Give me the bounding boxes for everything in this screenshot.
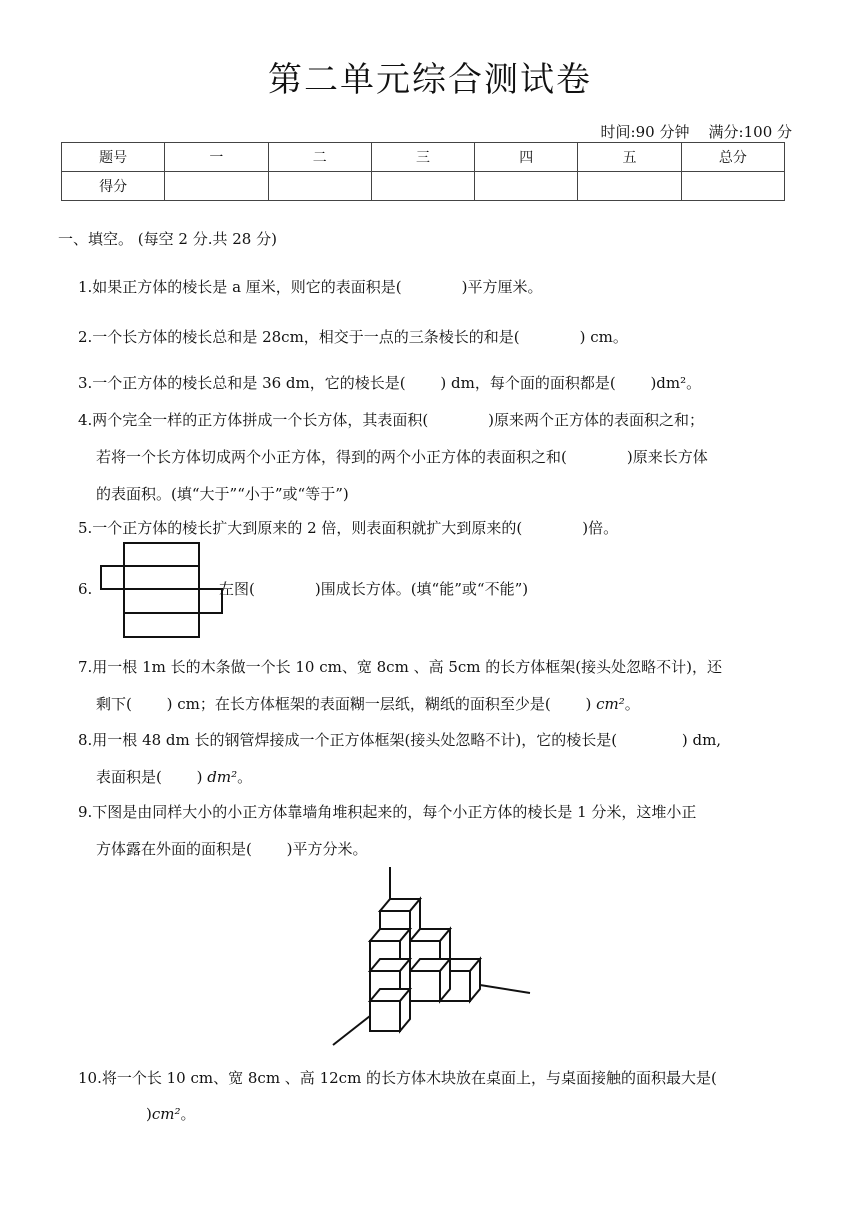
- question-10-line-1: 10.将一个长 10 cm、宽 8cm 、高 12cm 的长方体木块放在桌面上，与桌面接触的面积最大是(: [78, 1069, 717, 1087]
- unit-cube: [370, 989, 410, 1031]
- unit-dm2: dm²: [207, 768, 238, 786]
- period: 。: [624, 695, 640, 713]
- header-cell: 二: [268, 143, 371, 172]
- section-heading: 一、填空。 (每空 2 分.共 28 分): [58, 230, 277, 248]
- front-axis: [333, 1016, 370, 1045]
- header-cell: 五: [578, 143, 681, 172]
- question-10-line-2: [146, 1103, 196, 1124]
- page-title: 第二单元综合测试卷: [268, 60, 592, 100]
- question-10-line-2-text: ): [146, 1105, 152, 1123]
- question-4-line-2: 若将一个长方体切成两个小正方体，得到的两个小正方体的表面积之和( )原来长方体: [96, 448, 708, 466]
- question-6-number: 6.: [78, 580, 93, 598]
- question-4-line-1: 4.两个完全一样的正方体拼成一个长方体，其表面积( )原来两个正方体的表面积之和；: [78, 411, 705, 429]
- unit-cubes: [370, 899, 480, 1031]
- question-7-line-1: 7.用一根 1m 长的木条做一个长 10 cm、宽 8cm 、高 5cm 的长方体框架(接头处忽略不计)，还: [78, 658, 722, 676]
- unit-cm2: cm²: [151, 1105, 181, 1123]
- period: 。: [180, 1105, 196, 1123]
- unit-cube: [410, 959, 450, 1001]
- header-cell: 总分: [681, 143, 784, 172]
- time-limit: 时间:90 分钟: [600, 123, 690, 141]
- header-cell: 一: [165, 143, 268, 172]
- question-8-line-1: 8.用一根 48 dm 长的钢管焊接成一个正方体框架(接头处忽略不计)，它的棱长是( ) dm,: [78, 731, 722, 749]
- period: 。: [237, 768, 253, 786]
- side-axis: [480, 985, 530, 993]
- question-4-line-3: 的表面积。(填“大于”“小于”或“等于”): [96, 485, 349, 503]
- question-1: 1.如果正方体的棱长是 a 厘米，则它的表面积是( )平方厘米。: [78, 278, 543, 296]
- question-3: 3.一个正方体的棱长总和是 36 dm，它的棱长是( ) dm，每个面的面积都是( )dm²。: [78, 374, 702, 392]
- question-5: 5.一个正方体的棱长扩大到原来的 2 倍，则表面积就扩大到原来的( )倍。: [78, 519, 619, 537]
- question-7-line-2-text: 剩下( ) cm；在长方体框架的表面糊一层纸，糊纸的面积至少是( ): [96, 695, 592, 713]
- question-2: 2.一个长方体的棱长总和是 28cm，相交于一点的三条棱长的和是( ) cm。: [78, 328, 628, 346]
- question-9-line-1: 9.下图是由同样大小的小正方体靠墙角堆积起来的，每个小正方体的棱长是 1 分米，这堆小正: [78, 803, 697, 821]
- row-label: 得分: [62, 172, 165, 201]
- question-8-line-2-text: 表面积是( ): [96, 768, 203, 786]
- header-cell: 题号: [62, 143, 165, 172]
- unit-cm2: cm²: [596, 695, 625, 713]
- header-cell: 四: [475, 143, 578, 172]
- header-cell: 三: [371, 143, 474, 172]
- question-6: 左图( )围成长方体。(填“能”或“不能”): [219, 580, 529, 598]
- question-9-line-2: 方体露在外面的面积是( )平方分米。: [96, 840, 368, 858]
- full-score: 满分:100 分: [708, 123, 792, 141]
